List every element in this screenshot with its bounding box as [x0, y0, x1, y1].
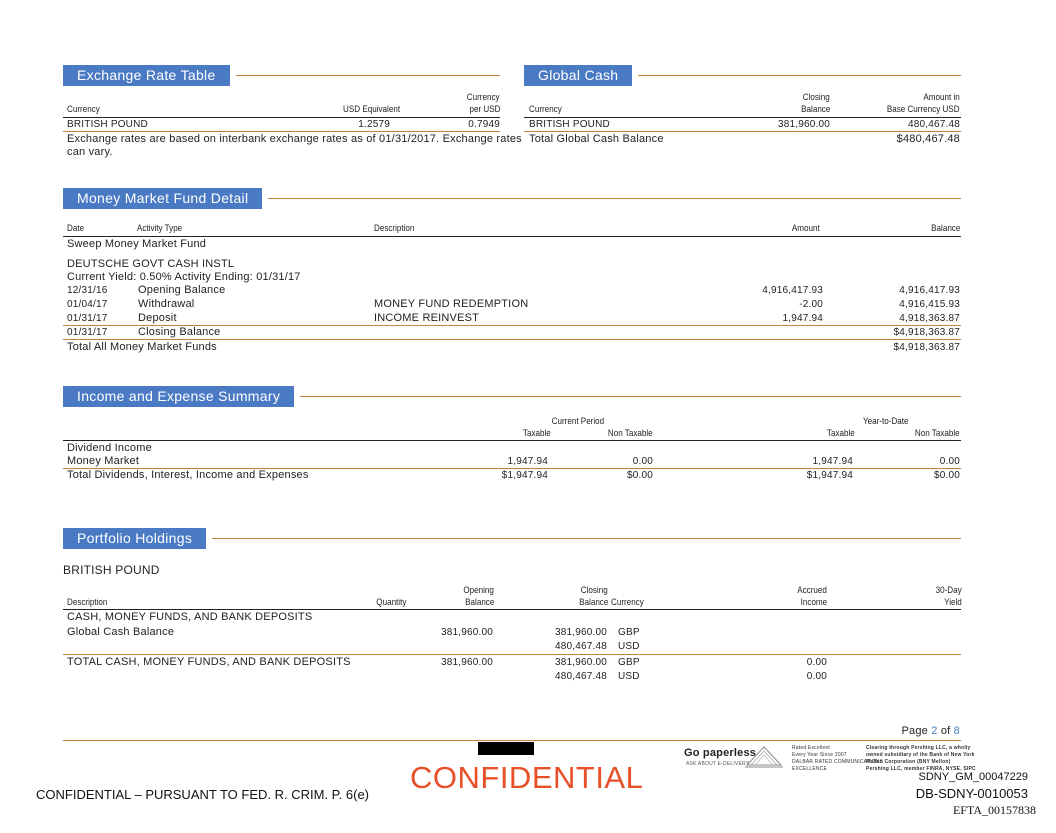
header-rule — [63, 236, 961, 237]
section-rule — [212, 538, 961, 539]
row-description: INCOME REINVEST — [374, 312, 480, 324]
header-rule — [524, 117, 961, 118]
row-ytd-taxable: 1,947.94 — [812, 456, 853, 467]
bates-number-2: DB-SDNY-0010053 — [915, 786, 1028, 801]
row-amount: 1,947.94 — [782, 313, 823, 324]
ask-edelivery: ASK ABOUT E-DELIVERY — [686, 761, 750, 767]
row-amount: -2.00 — [799, 299, 823, 310]
income-title: Income and Expense Summary — [63, 386, 294, 407]
page-number — [902, 725, 961, 737]
row-label: TOTAL CASH, MONEY FUNDS, AND BANK DEPOSITS — [67, 656, 351, 668]
col-header-currency-per-usd-2: per USD — [469, 104, 500, 115]
redaction-box — [478, 742, 534, 755]
col-header-closing-1: Closing — [581, 585, 608, 596]
exchange-rate-header — [63, 65, 500, 86]
exchange-note-2: can vary. — [67, 146, 113, 158]
row-cp-non-taxable: 0.00 — [632, 456, 653, 467]
row-label: Global Cash Balance — [67, 626, 175, 638]
col-header-non-taxable: Non Taxable — [915, 428, 960, 439]
page-of: of — [937, 725, 954, 737]
mmf-header — [63, 188, 961, 209]
dalbar-logo-icon — [745, 743, 783, 771]
holdings-header — [63, 528, 961, 549]
row-ytd-taxable: $1,947.94 — [806, 470, 853, 481]
mmf-total-value: $4,918,363.87 — [893, 342, 960, 353]
col-header-description: Description — [374, 223, 415, 234]
mmf-fund-name: DEUTSCHE GOVT CASH INSTL — [67, 258, 235, 270]
efta-number: EFTA_00157838 — [952, 803, 1036, 817]
col-header-accrued-2: Income — [800, 597, 827, 608]
row-closing: 480,467.48 — [554, 641, 607, 652]
page-total: 8 — [953, 725, 960, 737]
col-header-yield-1: 30-Day — [935, 585, 962, 596]
row-activity: Opening Balance — [138, 284, 226, 296]
bates-number-1: SDNY_GM_00047229 — [918, 771, 1028, 783]
header-rule — [63, 609, 961, 610]
holdings-category: CASH, MONEY FUNDS, AND BANK DEPOSITS — [67, 611, 313, 623]
row-ytd-non-taxable: 0.00 — [939, 456, 960, 467]
row-cp-non-taxable: $0.00 — [626, 470, 653, 481]
col-header-balance: Balance — [930, 223, 960, 234]
row-accrued: 0.00 — [806, 657, 827, 668]
row-amount: 4,916,417.93 — [762, 285, 823, 296]
row-ytd-non-taxable: $0.00 — [933, 470, 960, 481]
row-rule — [63, 339, 961, 340]
col-header-closing-1: Closing — [803, 92, 830, 103]
col-header-amount-2: Base Currency USD — [887, 104, 960, 115]
col-header-non-taxable: Non Taxable — [608, 428, 653, 439]
row-balance: 4,916,415.93 — [899, 299, 960, 310]
page-prefix: Page — [901, 725, 932, 737]
clearing-line: Pershing LLC, member FINRA, NYSE, SIPC — [866, 766, 976, 772]
rated-line: EXCELLENCE — [792, 766, 828, 772]
row-opening: 381,960.00 — [440, 657, 493, 668]
col-header-accrued-1: Accrued — [797, 585, 827, 596]
row-closing: 381,960.00 — [554, 627, 607, 638]
row-opening: 381,960.00 — [440, 627, 493, 638]
col-header-amount: Amount — [792, 223, 820, 234]
col-header-ytd: Year-to-Date — [863, 416, 909, 427]
footer-rule — [63, 740, 961, 741]
col-header-taxable: Taxable — [523, 428, 551, 439]
holdings-currency-heading: BRITISH POUND — [63, 563, 160, 577]
row-currency: GBP — [618, 657, 640, 668]
row-cp-taxable: 1,947.94 — [507, 456, 548, 467]
row-cp-taxable: $1,947.94 — [501, 470, 548, 481]
global-cash-header — [524, 65, 961, 86]
dividend-income-label: Dividend Income — [67, 442, 152, 454]
row-balance: 4,916,417.93 — [899, 285, 960, 296]
exchange-usd-equivalent: 1.2579 — [358, 119, 390, 130]
row-rule — [524, 131, 961, 132]
clearing-line: Clearing through Pershing LLC, a wholly — [866, 745, 971, 751]
exchange-note-1: Exchange rates are based on interbank exchange rates as of 01/31/2017. Exchange rates — [67, 133, 522, 145]
header-rule — [63, 440, 961, 441]
row-activity: Deposit — [138, 312, 177, 324]
row-closing: 381,960.00 — [554, 657, 607, 668]
col-header-current-period: Current Period — [551, 416, 605, 427]
section-rule — [236, 75, 500, 76]
col-header-usd-equivalent: USD Equivalent — [342, 104, 400, 115]
clearing-line: owned subsidiary of the Bank of New York — [866, 752, 975, 758]
col-header-activity: Activity Type — [137, 223, 183, 234]
holdings-title: Portfolio Holdings — [63, 528, 206, 549]
rated-line: Every Year Since 2007 — [792, 752, 847, 758]
col-header-description: Description — [67, 597, 108, 608]
rated-line: DALBAR RATED COMMUNICATIONS — [792, 759, 884, 765]
header-rule — [63, 117, 500, 118]
exchange-per-usd: 0.7949 — [468, 119, 500, 130]
col-header-opening-1: Opening — [463, 585, 494, 596]
go-paperless: Go paperless — [684, 747, 757, 759]
col-header-currency: Currency — [611, 597, 644, 608]
row-date: 12/31/16 — [67, 285, 108, 296]
col-header-currency-per-usd-1: Currency — [467, 92, 500, 103]
rated-line: Rated Excellent — [792, 745, 831, 751]
row-date: 01/31/17 — [67, 327, 108, 338]
col-header-taxable: Taxable — [827, 428, 855, 439]
col-header-closing-2: Balance — [800, 104, 830, 115]
mmf-yield-line: Current Yield: 0.50% Activity Ending: 01/31/17 — [67, 271, 301, 283]
global-cash-title: Global Cash — [524, 65, 632, 86]
row-balance: 4,918,363.87 — [899, 313, 960, 324]
row-currency: GBP — [618, 627, 640, 638]
col-header-quantity: Quantity — [375, 597, 406, 608]
section-rule — [300, 396, 961, 397]
mmf-total-label: Total All Money Market Funds — [67, 341, 217, 353]
global-cash-currency: BRITISH POUND — [529, 119, 610, 130]
row-currency: USD — [618, 671, 640, 682]
section-rule — [268, 198, 961, 199]
page-current: 2 — [931, 725, 938, 737]
row-date: 01/04/17 — [67, 299, 108, 310]
row-balance: $4,918,363.87 — [893, 327, 960, 338]
row-description: MONEY FUND REDEMPTION — [374, 298, 529, 310]
section-rule — [638, 75, 961, 76]
row-date: 01/31/17 — [67, 313, 108, 324]
global-cash-total-value: $480,467.48 — [896, 133, 960, 145]
row-rule — [63, 131, 500, 132]
col-header-yield-2: Yield — [944, 597, 962, 608]
row-activity: Closing Balance — [138, 326, 221, 338]
global-cash-amount: 480,467.48 — [907, 119, 960, 130]
row-closing: 480,467.48 — [554, 671, 607, 682]
col-header-closing-2: Balance — [578, 597, 608, 608]
col-header-amount-1: Amount in — [923, 92, 960, 103]
confidential-stamp: CONFIDENTIAL — [410, 760, 644, 795]
col-header-currency: Currency — [67, 104, 100, 115]
confidential-left: CONFIDENTIAL – PURSUANT TO FED. R. CRIM. P. 6(e) — [36, 787, 370, 802]
exchange-rate-title: Exchange Rate Table — [63, 65, 230, 86]
global-cash-closing: 381,960.00 — [777, 119, 830, 130]
col-header-opening-2: Balance — [464, 597, 494, 608]
clearing-line: Mellon Corporation (BNY Mellon) — [866, 759, 951, 765]
mmf-sweep-label: Sweep Money Market Fund — [67, 238, 207, 250]
row-label: Total Dividends, Interest, Income and Expenses — [67, 469, 309, 481]
row-label: Money Market — [67, 455, 140, 467]
row-currency: USD — [618, 641, 640, 652]
row-activity: Withdrawal — [138, 298, 195, 310]
row-rule — [63, 654, 961, 655]
mmf-title: Money Market Fund Detail — [63, 188, 262, 209]
global-cash-total-label: Total Global Cash Balance — [529, 133, 664, 145]
income-header — [63, 386, 961, 407]
col-header-currency: Currency — [529, 104, 562, 115]
col-header-date: Date — [67, 223, 85, 234]
row-accrued: 0.00 — [806, 671, 827, 682]
exchange-currency: BRITISH POUND — [67, 119, 148, 130]
